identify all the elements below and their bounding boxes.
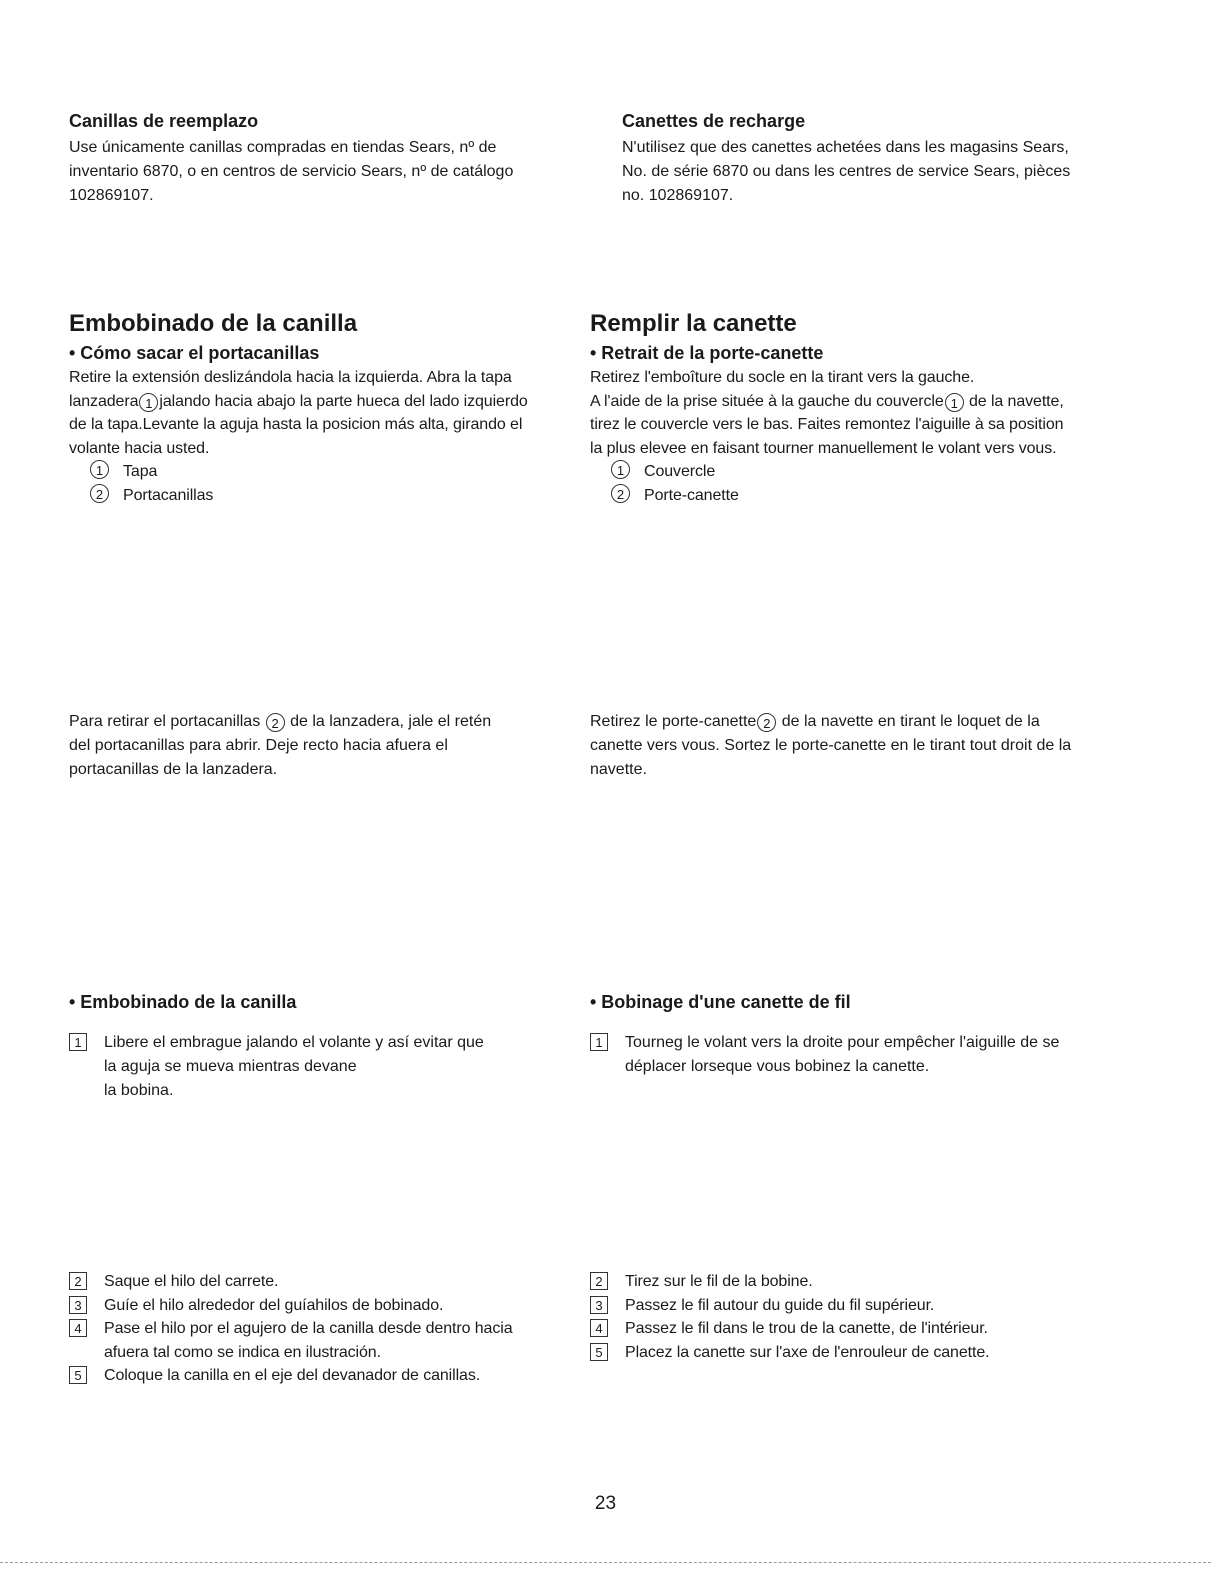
es-refill-line: 102869107.	[69, 187, 154, 204]
fr-part-label: Porte-canette	[644, 486, 739, 504]
fr-part-item	[590, 460, 1135, 484]
es-winding-heading: Embobinado de la canilla	[69, 310, 358, 337]
fr-refill-line: N'utilisez que des canettes achetées dans les magasins Sears,	[622, 139, 1069, 156]
fr-step-5	[590, 1341, 1135, 1365]
es-step-5	[69, 1364, 589, 1388]
fr-remove-line: Retirez le porte-canette 2 de la navette en tirant le loquet de la	[590, 713, 1040, 731]
fr-refill-line: no. 102869107.	[622, 187, 734, 204]
fr-remove-line: navette.	[590, 761, 647, 778]
es-step-line: Guíe el hilo alrededor del guíahilos de bobinado.	[104, 1296, 444, 1314]
step-number-1: 1	[590, 1033, 608, 1051]
fr-step-line: Passez le fil autour du guide du fil supérieur.	[625, 1296, 935, 1314]
es-step-line: la bobina.	[104, 1082, 174, 1099]
es-winding-subheading: • Cómo sacar el portacanillas	[69, 343, 320, 363]
es-step-line: Pase el hilo por el agujero de la canilla desde dentro hacia	[104, 1320, 513, 1337]
fr-remove-section	[590, 710, 1135, 782]
es-winding-line: Retire la extensión deslizándola hacia la izquierda. Abra la tapa	[69, 369, 512, 386]
es-bobbin-section	[69, 990, 579, 1103]
es-step-line: la aguja se mueva mientras devane	[104, 1058, 357, 1075]
step-number-5: 5	[69, 1366, 87, 1384]
fr-step-line: déplacer lorseque vous bobinez la canette.	[625, 1058, 930, 1075]
es-step-line: Coloque la canilla en el eje del devanador de canillas.	[104, 1367, 481, 1384]
step-number-3: 3	[590, 1296, 608, 1314]
step-number-4: 4	[69, 1319, 87, 1337]
es-step-2	[69, 1270, 589, 1294]
es-step-1	[69, 1031, 579, 1103]
es-remove-section	[69, 710, 579, 782]
fr-step-line: Placez la canette sur l'axe de l'enrouleur de canette.	[625, 1343, 990, 1361]
fr-winding-line: A l'aide de la prise située à la gauche du couvercle 1 de la navette,	[590, 392, 1064, 411]
es-refill-text	[69, 136, 579, 208]
fr-refill-text	[622, 136, 1167, 208]
es-refill-line: inventario 6870, o en centros de servicio Sears, nº de catálogo	[69, 163, 514, 180]
fr-winding-subheading: • Retrait de la porte-canette	[590, 343, 824, 363]
es-winding-text	[69, 366, 589, 507]
step-number-4: 4	[590, 1319, 608, 1337]
step-number-2: 2	[69, 1272, 87, 1290]
es-refill-section	[69, 109, 579, 208]
fr-step-1	[590, 1031, 1135, 1079]
es-remove-line: del portacanillas para abrir. Deje recto hacia afuera el	[69, 737, 448, 754]
es-remove-line: portacanillas de la lanzadera.	[69, 761, 278, 778]
fr-step-line: Passez le fil dans le trou de la canette, de l'intérieur.	[625, 1320, 988, 1337]
step-number-3: 3	[69, 1296, 87, 1314]
fr-remove-line: canette vers vous. Sortez le porte-canette en le tirant tout droit de la	[590, 737, 1072, 754]
fr-remove-text	[590, 710, 1135, 782]
step-number-1: 1	[69, 1033, 87, 1051]
fr-winding-line: la plus elevee en faisant tourner manuellement le volant vers vous.	[590, 439, 1057, 457]
es-step-line: Saque el hilo del carrete.	[104, 1273, 279, 1290]
fr-step-line: Tirez sur le fil de la bobine.	[625, 1273, 813, 1290]
es-step-3	[69, 1294, 589, 1318]
fr-bobbin-section	[590, 990, 1135, 1079]
circled-number-2: 2	[611, 484, 630, 503]
fr-bobbin-subheading: • Bobinage d'une canette de fil	[590, 992, 851, 1012]
fr-winding-text	[590, 366, 1135, 507]
fr-winding-line: tirez le couvercle vers le bas. Faites remontez l'aiguille à sa position	[590, 416, 1064, 433]
es-part-item	[69, 484, 589, 508]
fr-part-item	[590, 484, 1135, 508]
es-winding-line: de la tapa.Levante la aguja hasta la posicion más alta, girando el	[69, 416, 523, 433]
es-steps-list	[69, 1270, 589, 1388]
page-number: 23	[594, 1493, 617, 1514]
fr-refill-title: Canettes de recharge	[622, 111, 806, 131]
es-refill-title: Canillas de reemplazo	[69, 111, 259, 131]
es-winding-line: volante hacia usted.	[69, 439, 210, 457]
es-winding-section	[69, 309, 589, 507]
es-part-label: Portacanillas	[123, 486, 214, 504]
es-step-line: afuera tal como se indica en ilustración.	[104, 1343, 381, 1361]
step-number-2: 2	[590, 1272, 608, 1290]
fr-winding-section	[590, 309, 1135, 507]
es-step-line: Libere el embrague jalando el volante y así evitar que	[104, 1034, 484, 1051]
fr-step-4	[590, 1317, 1135, 1341]
es-bobbin-subheading: • Embobinado de la canilla	[69, 992, 297, 1012]
fr-winding-line: Retirez l'emboîture du socle en la tirant vers la gauche.	[590, 369, 975, 386]
circled-number-2: 2	[266, 713, 285, 732]
fr-step-line: Tourneg le volant vers la droite pour empêcher l'aiguille de se	[625, 1034, 1060, 1051]
step-number-5: 5	[590, 1343, 608, 1361]
fr-refill-section	[622, 109, 1167, 208]
page-bottom-rule	[0, 1562, 1211, 1563]
es-remove-text	[69, 710, 579, 782]
circled-number-2: 2	[757, 713, 776, 732]
fr-step-2	[590, 1270, 1135, 1294]
es-refill-line: Use únicamente canillas compradas en tiendas Sears, nº de	[69, 139, 497, 156]
circled-number-2: 2	[90, 484, 109, 503]
es-step-4	[69, 1317, 589, 1364]
fr-step-3	[590, 1294, 1135, 1318]
circled-number-1: 1	[611, 460, 630, 479]
circled-number-1: 1	[945, 393, 964, 412]
circled-number-1: 1	[139, 393, 158, 412]
es-remove-line: Para retirar el portacanillas 2 de la lanzadera, jale el retén	[69, 713, 492, 731]
fr-winding-heading: Remplir la canette	[590, 310, 797, 337]
fr-refill-line: No. de série 6870 ou dans les centres de service Sears, pièces	[622, 163, 1071, 180]
es-part-item	[69, 460, 589, 484]
es-part-label: Tapa	[123, 463, 158, 480]
es-winding-line: lanzadera 1 jalando hacia abajo la parte hueca del lado izquierdo	[69, 392, 528, 411]
circled-number-1: 1	[90, 460, 109, 479]
fr-steps-list	[590, 1270, 1135, 1364]
fr-part-label: Couvercle	[644, 463, 716, 480]
